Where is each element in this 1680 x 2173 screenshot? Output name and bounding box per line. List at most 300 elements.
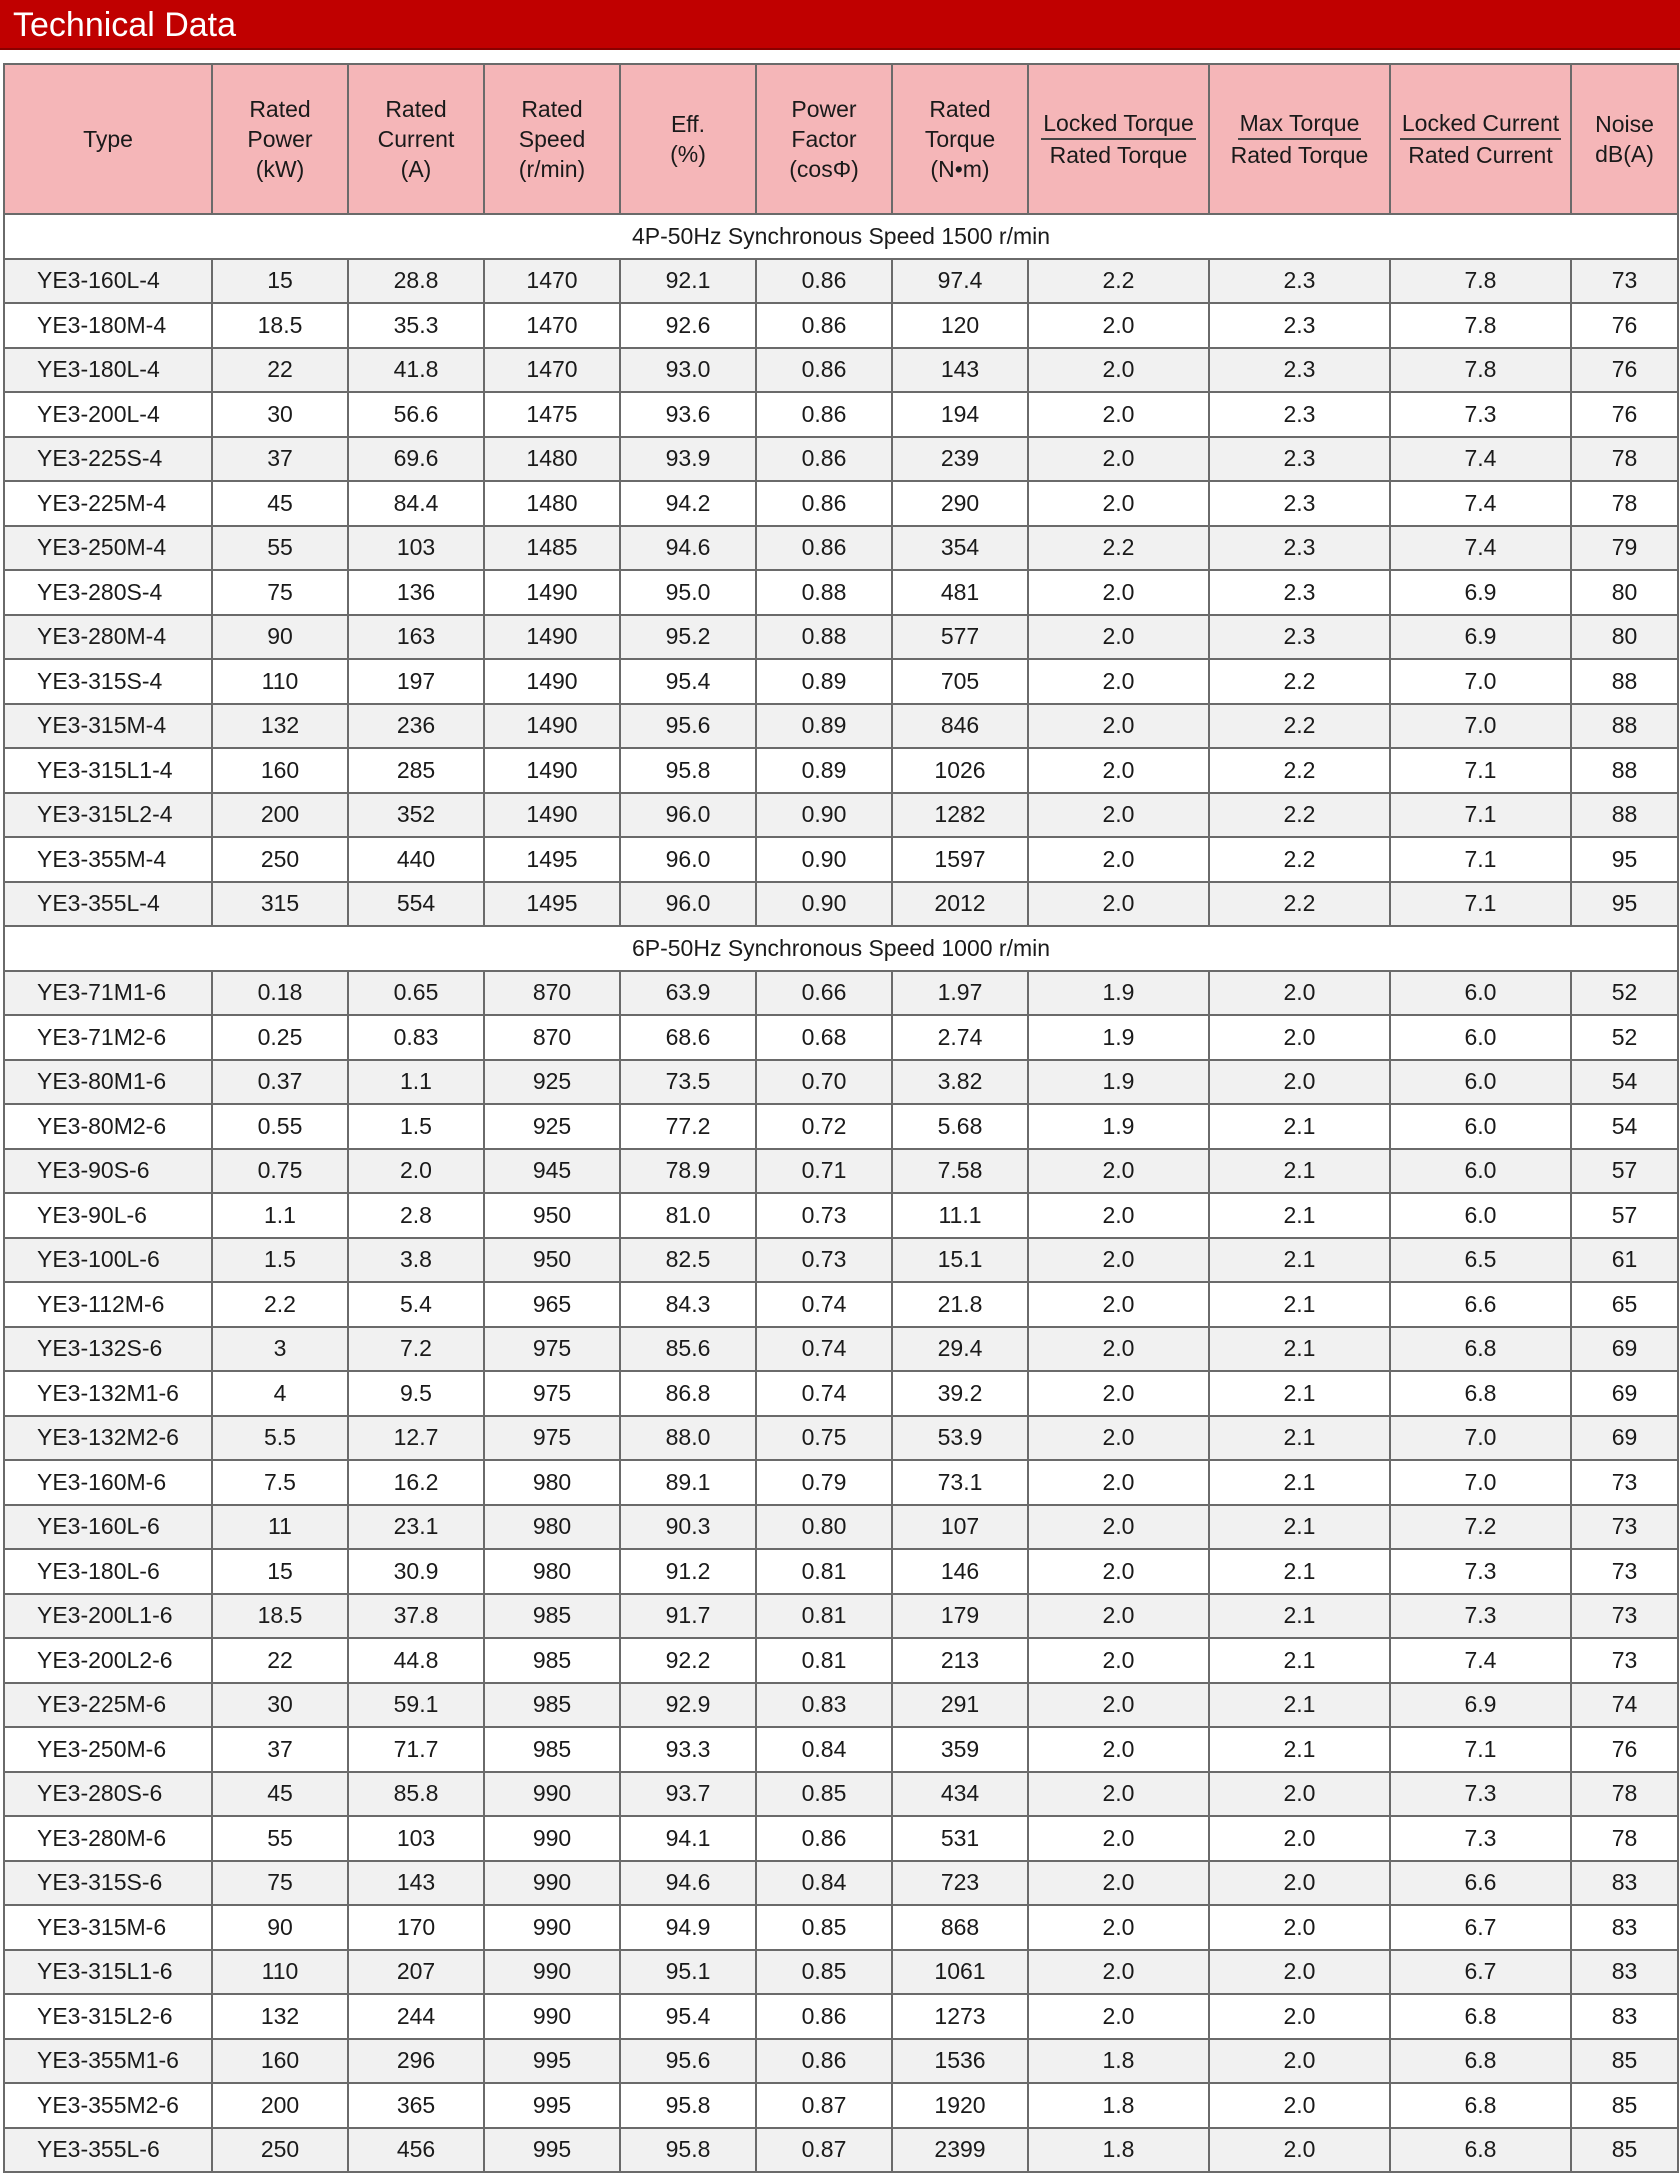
header-line: Power: [791, 96, 857, 122]
header-line: Eff.: [670, 111, 706, 137]
cell-efficiency: 94.9: [620, 1905, 756, 1950]
cell-noise: 85: [1571, 2083, 1678, 2128]
cell-max-torque-ratio: 2.0: [1209, 1060, 1390, 1105]
cell-locked-torque-ratio: 2.0: [1028, 1460, 1209, 1505]
cell-power-factor: 0.79: [756, 1460, 892, 1505]
cell-efficiency: 92.6: [620, 303, 756, 348]
cell-efficiency: 90.3: [620, 1505, 756, 1550]
cell-rated-current: 16.2: [348, 1460, 484, 1505]
cell-rated-power: 0.25: [212, 1015, 348, 1060]
cell-max-torque-ratio: 2.2: [1209, 793, 1390, 838]
cell-efficiency: 95.4: [620, 1994, 756, 2039]
cell-rated-power: 75: [212, 570, 348, 615]
cell-max-torque-ratio: 2.3: [1209, 615, 1390, 660]
cell-power-factor: 0.85: [756, 1905, 892, 1950]
cell-type: YE3-280M-4: [4, 615, 212, 660]
cell-rated-current: 0.83: [348, 1015, 484, 1060]
cell-rated-torque: 107: [892, 1505, 1028, 1550]
cell-type: YE3-315M-4: [4, 704, 212, 749]
cell-type: YE3-355L-4: [4, 882, 212, 927]
cell-rated-power: 110: [212, 659, 348, 704]
cell-type: YE3-355M2-6: [4, 2083, 212, 2128]
cell-rated-current: 365: [348, 2083, 484, 2128]
cell-locked-current-ratio: 6.0: [1390, 1149, 1571, 1194]
table-row: [4, 259, 1678, 304]
cell-power-factor: 0.86: [756, 259, 892, 304]
cell-rated-speed: 975: [484, 1371, 620, 1416]
cell-power-factor: 0.66: [756, 971, 892, 1016]
cell-rated-speed: 925: [484, 1060, 620, 1105]
cell-power-factor: 0.85: [756, 1950, 892, 1995]
cell-rated-speed: 925: [484, 1104, 620, 1149]
cell-locked-current-ratio: 7.4: [1390, 481, 1571, 526]
cell-max-torque-ratio: 2.1: [1209, 1594, 1390, 1639]
cell-rated-speed: 985: [484, 1727, 620, 1772]
cell-noise: 69: [1571, 1416, 1678, 1461]
cell-locked-current-ratio: 6.0: [1390, 1015, 1571, 1060]
cell-noise: 83: [1571, 1950, 1678, 1995]
cell-power-factor: 0.80: [756, 1505, 892, 1550]
cell-rated-torque: 1.97: [892, 971, 1028, 1016]
cell-type: YE3-315S-6: [4, 1861, 212, 1906]
cell-rated-power: 22: [212, 348, 348, 393]
cell-locked-torque-ratio: 2.0: [1028, 1238, 1209, 1283]
cell-noise: 74: [1571, 1683, 1678, 1728]
cell-noise: 78: [1571, 481, 1678, 526]
cell-power-factor: 0.84: [756, 1861, 892, 1906]
cell-efficiency: 95.8: [620, 748, 756, 793]
cell-rated-torque: 434: [892, 1772, 1028, 1817]
cell-locked-torque-ratio: 2.0: [1028, 1371, 1209, 1416]
cell-rated-current: 56.6: [348, 392, 484, 437]
cell-noise: 79: [1571, 526, 1678, 571]
cell-rated-power: 0.55: [212, 1104, 348, 1149]
cell-efficiency: 93.3: [620, 1727, 756, 1772]
cell-locked-torque-ratio: 2.0: [1028, 481, 1209, 526]
cell-locked-torque-ratio: 2.2: [1028, 259, 1209, 304]
cell-power-factor: 0.86: [756, 1816, 892, 1861]
cell-locked-current-ratio: 6.6: [1390, 1861, 1571, 1906]
cell-rated-power: 30: [212, 1683, 348, 1728]
cell-rated-speed: 1475: [484, 392, 620, 437]
cell-locked-torque-ratio: 2.0: [1028, 392, 1209, 437]
cell-locked-current-ratio: 7.4: [1390, 437, 1571, 482]
cell-noise: 76: [1571, 303, 1678, 348]
header-unit: (kW): [255, 156, 305, 182]
cell-rated-torque: 1597: [892, 837, 1028, 882]
page-title: Technical Data: [13, 6, 237, 44]
cell-noise: 78: [1571, 1772, 1678, 1817]
cell-rated-current: 0.65: [348, 971, 484, 1016]
cell-power-factor: 0.86: [756, 2039, 892, 2084]
header-unit: dB(A): [1595, 141, 1654, 167]
cell-rated-speed: 980: [484, 1460, 620, 1505]
cell-rated-power: 7.5: [212, 1460, 348, 1505]
table-row: [4, 392, 1678, 437]
cell-noise: 80: [1571, 615, 1678, 660]
cell-rated-speed: 980: [484, 1549, 620, 1594]
cell-type: YE3-280M-6: [4, 1816, 212, 1861]
cell-rated-speed: 1490: [484, 659, 620, 704]
cell-rated-power: 200: [212, 793, 348, 838]
cell-power-factor: 0.89: [756, 659, 892, 704]
cell-rated-power: 55: [212, 526, 348, 571]
cell-max-torque-ratio: 2.1: [1209, 1149, 1390, 1194]
cell-locked-torque-ratio: 2.0: [1028, 1193, 1209, 1238]
cell-power-factor: 0.70: [756, 1060, 892, 1105]
cell-rated-torque: 2.74: [892, 1015, 1028, 1060]
cell-type: YE3-315L2-6: [4, 1994, 212, 2039]
cell-rated-torque: 5.68: [892, 1104, 1028, 1149]
cell-power-factor: 0.71: [756, 1149, 892, 1194]
cell-locked-current-ratio: 7.0: [1390, 1460, 1571, 1505]
cell-rated-torque: 97.4: [892, 259, 1028, 304]
cell-rated-torque: 531: [892, 1816, 1028, 1861]
cell-rated-current: 244: [348, 1994, 484, 2039]
cell-rated-current: 3.8: [348, 1238, 484, 1283]
cell-noise: 88: [1571, 793, 1678, 838]
cell-efficiency: 92.2: [620, 1638, 756, 1683]
cell-rated-current: 59.1: [348, 1683, 484, 1728]
cell-rated-torque: 53.9: [892, 1416, 1028, 1461]
cell-rated-current: 136: [348, 570, 484, 615]
cell-locked-torque-ratio: 2.0: [1028, 615, 1209, 660]
table-row: [4, 659, 1678, 704]
cell-type: YE3-315L1-4: [4, 748, 212, 793]
cell-power-factor: 0.84: [756, 1727, 892, 1772]
cell-rated-torque: 39.2: [892, 1371, 1028, 1416]
cell-noise: 78: [1571, 1816, 1678, 1861]
cell-rated-speed: 995: [484, 2128, 620, 2173]
cell-power-factor: 0.90: [756, 793, 892, 838]
cell-noise: 76: [1571, 348, 1678, 393]
cell-rated-speed: 870: [484, 1015, 620, 1060]
cell-locked-current-ratio: 7.1: [1390, 793, 1571, 838]
cell-rated-current: 554: [348, 882, 484, 927]
cell-rated-power: 315: [212, 882, 348, 927]
cell-type: YE3-200L2-6: [4, 1638, 212, 1683]
cell-locked-torque-ratio: 2.0: [1028, 1594, 1209, 1639]
cell-rated-speed: 1470: [484, 303, 620, 348]
cell-rated-torque: 291: [892, 1683, 1028, 1728]
cell-noise: 88: [1571, 659, 1678, 704]
cell-power-factor: 0.89: [756, 748, 892, 793]
cell-max-torque-ratio: 2.2: [1209, 748, 1390, 793]
cell-efficiency: 84.3: [620, 1282, 756, 1327]
cell-rated-power: 132: [212, 1994, 348, 2039]
cell-rated-torque: 179: [892, 1594, 1028, 1639]
cell-locked-current-ratio: 6.0: [1390, 971, 1571, 1016]
cell-efficiency: 94.6: [620, 1861, 756, 1906]
cell-rated-power: 18.5: [212, 303, 348, 348]
cell-noise: 54: [1571, 1104, 1678, 1149]
cell-locked-current-ratio: 7.1: [1390, 1727, 1571, 1772]
cell-rated-speed: 995: [484, 2083, 620, 2128]
cell-efficiency: 68.6: [620, 1015, 756, 1060]
cell-locked-torque-ratio: 2.0: [1028, 1994, 1209, 2039]
header-rated-torque: [892, 64, 1028, 214]
cell-rated-power: 160: [212, 2039, 348, 2084]
cell-locked-current-ratio: 7.4: [1390, 1638, 1571, 1683]
cell-max-torque-ratio: 2.3: [1209, 570, 1390, 615]
section-header-row: [4, 214, 1678, 259]
cell-locked-torque-ratio: 1.9: [1028, 1060, 1209, 1105]
table-row: [4, 1371, 1678, 1416]
cell-noise: 54: [1571, 1060, 1678, 1105]
table-row: [4, 1994, 1678, 2039]
cell-locked-current-ratio: 6.0: [1390, 1104, 1571, 1149]
cell-locked-torque-ratio: 1.9: [1028, 1104, 1209, 1149]
cell-noise: 95: [1571, 837, 1678, 882]
cell-power-factor: 0.87: [756, 2083, 892, 2128]
cell-locked-current-ratio: 7.0: [1390, 659, 1571, 704]
cell-type: YE3-180M-4: [4, 303, 212, 348]
fraction-numerator: Max Torque: [1238, 109, 1362, 140]
cell-rated-torque: 2399: [892, 2128, 1028, 2173]
cell-noise: 52: [1571, 1015, 1678, 1060]
header-locked-torque-ratio: [1028, 64, 1209, 214]
cell-locked-current-ratio: 6.8: [1390, 2083, 1571, 2128]
cell-type: YE3-355M-4: [4, 837, 212, 882]
cell-max-torque-ratio: 2.1: [1209, 1416, 1390, 1461]
cell-locked-torque-ratio: 2.0: [1028, 882, 1209, 927]
cell-max-torque-ratio: 2.0: [1209, 2128, 1390, 2173]
cell-efficiency: 89.1: [620, 1460, 756, 1505]
cell-type: YE3-200L-4: [4, 392, 212, 437]
cell-efficiency: 63.9: [620, 971, 756, 1016]
cell-power-factor: 0.81: [756, 1638, 892, 1683]
cell-locked-torque-ratio: 1.8: [1028, 2039, 1209, 2084]
cell-locked-current-ratio: 7.1: [1390, 882, 1571, 927]
cell-rated-current: 12.7: [348, 1416, 484, 1461]
cell-power-factor: 0.83: [756, 1683, 892, 1728]
cell-locked-torque-ratio: 1.8: [1028, 2128, 1209, 2173]
cell-rated-speed: 1495: [484, 837, 620, 882]
cell-power-factor: 0.74: [756, 1371, 892, 1416]
cell-efficiency: 95.4: [620, 659, 756, 704]
cell-power-factor: 0.85: [756, 1772, 892, 1817]
cell-rated-speed: 950: [484, 1193, 620, 1238]
fraction-denominator: Rated Current: [1408, 142, 1553, 168]
cell-power-factor: 0.86: [756, 437, 892, 482]
cell-locked-current-ratio: 6.8: [1390, 1994, 1571, 2039]
cell-rated-power: 55: [212, 1816, 348, 1861]
cell-rated-current: 69.6: [348, 437, 484, 482]
cell-rated-current: 143: [348, 1861, 484, 1906]
technical-data-table: [3, 63, 1679, 2173]
cell-efficiency: 77.2: [620, 1104, 756, 1149]
cell-max-torque-ratio: 2.1: [1209, 1727, 1390, 1772]
cell-type: YE3-160M-6: [4, 1460, 212, 1505]
cell-noise: 88: [1571, 704, 1678, 749]
cell-rated-current: 7.2: [348, 1327, 484, 1372]
cell-rated-speed: 870: [484, 971, 620, 1016]
cell-locked-torque-ratio: 2.0: [1028, 659, 1209, 704]
cell-locked-current-ratio: 7.3: [1390, 1816, 1571, 1861]
cell-noise: 73: [1571, 1549, 1678, 1594]
cell-noise: 83: [1571, 1861, 1678, 1906]
cell-rated-torque: 1061: [892, 1950, 1028, 1995]
header-rated-speed: [484, 64, 620, 214]
cell-max-torque-ratio: 2.3: [1209, 392, 1390, 437]
cell-type: YE3-90S-6: [4, 1149, 212, 1194]
cell-type: YE3-180L-4: [4, 348, 212, 393]
cell-type: YE3-200L1-6: [4, 1594, 212, 1639]
cell-locked-current-ratio: 7.0: [1390, 1416, 1571, 1461]
cell-rated-torque: 359: [892, 1727, 1028, 1772]
table-row: [4, 971, 1678, 1016]
cell-noise: 78: [1571, 437, 1678, 482]
cell-type: YE3-132S-6: [4, 1327, 212, 1372]
cell-rated-current: 2.0: [348, 1149, 484, 1194]
cell-rated-current: 1.5: [348, 1104, 484, 1149]
cell-noise: 73: [1571, 259, 1678, 304]
cell-type: YE3-160L-4: [4, 259, 212, 304]
cell-efficiency: 92.1: [620, 259, 756, 304]
cell-locked-torque-ratio: 2.0: [1028, 1861, 1209, 1906]
cell-power-factor: 0.86: [756, 526, 892, 571]
cell-locked-current-ratio: 7.8: [1390, 259, 1571, 304]
cell-rated-power: 200: [212, 2083, 348, 2128]
cell-rated-speed: 1490: [484, 570, 620, 615]
cell-noise: 52: [1571, 971, 1678, 1016]
cell-rated-current: 30.9: [348, 1549, 484, 1594]
cell-max-torque-ratio: 2.3: [1209, 526, 1390, 571]
cell-power-factor: 0.87: [756, 2128, 892, 2173]
cell-rated-current: 456: [348, 2128, 484, 2173]
table-row: [4, 303, 1678, 348]
cell-rated-power: 250: [212, 837, 348, 882]
cell-efficiency: 95.8: [620, 2083, 756, 2128]
cell-power-factor: 0.73: [756, 1238, 892, 1283]
cell-max-torque-ratio: 2.1: [1209, 1460, 1390, 1505]
cell-rated-power: 22: [212, 1638, 348, 1683]
cell-rated-current: 296: [348, 2039, 484, 2084]
table-row: [4, 348, 1678, 393]
cell-power-factor: 0.81: [756, 1549, 892, 1594]
cell-rated-current: 41.8: [348, 348, 484, 393]
cell-locked-current-ratio: 6.7: [1390, 1950, 1571, 1995]
cell-noise: 85: [1571, 2128, 1678, 2173]
cell-rated-speed: 1490: [484, 793, 620, 838]
header-line: Torque: [924, 126, 996, 152]
header-unit: (%): [670, 141, 706, 167]
cell-rated-current: 9.5: [348, 1371, 484, 1416]
cell-rated-current: 5.4: [348, 1282, 484, 1327]
cell-type: YE3-112M-6: [4, 1282, 212, 1327]
cell-noise: 95: [1571, 882, 1678, 927]
cell-rated-torque: 577: [892, 615, 1028, 660]
cell-efficiency: 73.5: [620, 1060, 756, 1105]
table-row: [4, 1060, 1678, 1105]
fraction-denominator: Rated Torque: [1230, 142, 1369, 168]
cell-rated-speed: 1480: [484, 481, 620, 526]
cell-max-torque-ratio: 2.1: [1209, 1282, 1390, 1327]
cell-rated-speed: 1490: [484, 615, 620, 660]
cell-locked-torque-ratio: 2.0: [1028, 1727, 1209, 1772]
cell-locked-current-ratio: 7.8: [1390, 303, 1571, 348]
cell-rated-torque: 73.1: [892, 1460, 1028, 1505]
header-line: Rated: [929, 96, 991, 122]
cell-rated-power: 45: [212, 1772, 348, 1817]
section-header-row: [4, 926, 1678, 971]
header-efficiency: [620, 64, 756, 214]
table-row: [4, 1861, 1678, 1906]
cell-rated-power: 3: [212, 1327, 348, 1372]
cell-max-torque-ratio: 2.3: [1209, 437, 1390, 482]
cell-noise: 73: [1571, 1594, 1678, 1639]
cell-locked-torque-ratio: 2.0: [1028, 793, 1209, 838]
table-row: [4, 1104, 1678, 1149]
cell-rated-speed: 995: [484, 2039, 620, 2084]
cell-locked-current-ratio: 6.8: [1390, 2128, 1571, 2173]
cell-rated-torque: 846: [892, 704, 1028, 749]
cell-rated-power: 2.2: [212, 1282, 348, 1327]
header-unit: (A): [400, 156, 432, 182]
header-line: Rated: [385, 96, 447, 122]
cell-rated-torque: 2012: [892, 882, 1028, 927]
cell-rated-torque: 239: [892, 437, 1028, 482]
header-line: Power: [247, 126, 313, 152]
cell-rated-power: 15: [212, 1549, 348, 1594]
cell-rated-speed: 1490: [484, 704, 620, 749]
cell-power-factor: 0.74: [756, 1282, 892, 1327]
cell-max-torque-ratio: 2.1: [1209, 1505, 1390, 1550]
cell-locked-torque-ratio: 2.0: [1028, 437, 1209, 482]
table-row: [4, 2083, 1678, 2128]
cell-locked-current-ratio: 6.8: [1390, 1371, 1571, 1416]
cell-efficiency: 95.2: [620, 615, 756, 660]
cell-rated-power: 90: [212, 1905, 348, 1950]
cell-locked-current-ratio: 6.8: [1390, 1327, 1571, 1372]
cell-locked-torque-ratio: 2.0: [1028, 1149, 1209, 1194]
header-unit: (N•m): [930, 156, 990, 182]
header-line: Rated: [249, 96, 311, 122]
cell-locked-torque-ratio: 2.0: [1028, 1549, 1209, 1594]
cell-rated-current: 37.8: [348, 1594, 484, 1639]
cell-rated-speed: 990: [484, 1950, 620, 1995]
cell-rated-torque: 705: [892, 659, 1028, 704]
cell-max-torque-ratio: 2.0: [1209, 1015, 1390, 1060]
table-row: [4, 1683, 1678, 1728]
cell-rated-torque: 29.4: [892, 1327, 1028, 1372]
table-row: [4, 793, 1678, 838]
cell-locked-torque-ratio: 2.0: [1028, 1772, 1209, 1817]
header-max-torque-ratio: [1209, 64, 1390, 214]
cell-rated-power: 1.1: [212, 1193, 348, 1238]
cell-rated-current: 285: [348, 748, 484, 793]
table-row: [4, 1193, 1678, 1238]
table-row: [4, 837, 1678, 882]
cell-efficiency: 95.8: [620, 2128, 756, 2173]
cell-max-torque-ratio: 2.1: [1209, 1327, 1390, 1372]
cell-type: YE3-90L-6: [4, 1193, 212, 1238]
cell-locked-current-ratio: 7.8: [1390, 348, 1571, 393]
cell-noise: 88: [1571, 748, 1678, 793]
cell-power-factor: 0.90: [756, 837, 892, 882]
cell-type: YE3-225M-4: [4, 481, 212, 526]
cell-rated-current: 23.1: [348, 1505, 484, 1550]
cell-rated-torque: 1282: [892, 793, 1028, 838]
cell-type: YE3-355L-6: [4, 2128, 212, 2173]
cell-power-factor: 0.73: [756, 1193, 892, 1238]
header-locked-current-ratio: [1390, 64, 1571, 214]
cell-type: YE3-160L-6: [4, 1505, 212, 1550]
cell-efficiency: 93.9: [620, 437, 756, 482]
cell-rated-torque: 21.8: [892, 1282, 1028, 1327]
table-row: [4, 748, 1678, 793]
cell-rated-torque: 1920: [892, 2083, 1028, 2128]
